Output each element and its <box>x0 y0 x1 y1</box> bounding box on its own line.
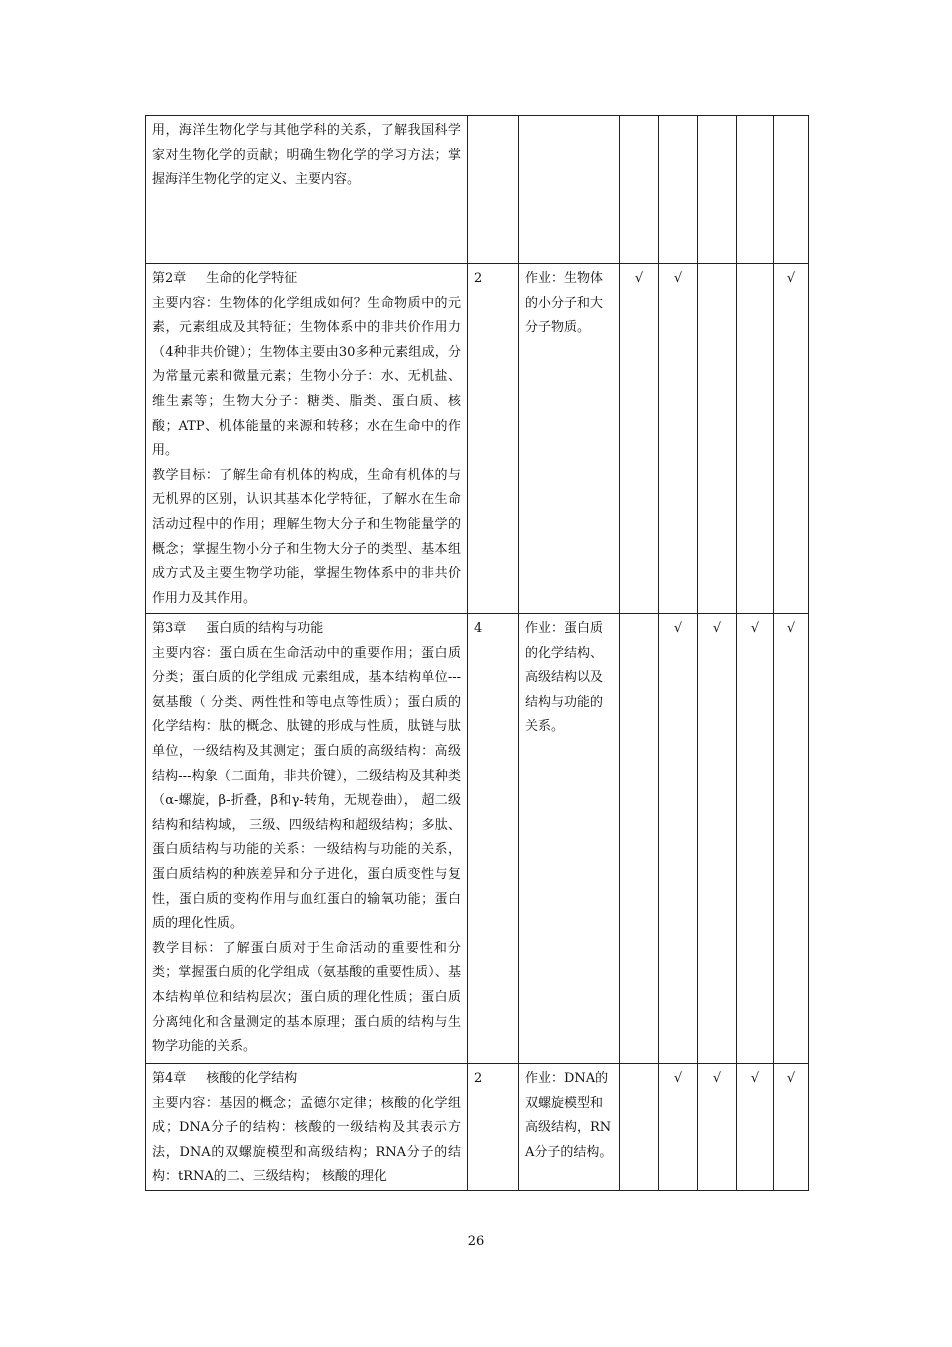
content-text: 主要内容：生物体的化学组成如何？生命物质中的元素，元素组成及其特征；生物体系中的非共价作用力（4种非共价键）；生物体主要由30多种元素组成，分为常量元素和微量元素；生物小分子：水、无机盐、维生素等；生物大分子：糖类、脂类、蛋白质、核酸；ATP、机体能量的来源和转移；水在生命中的作用。 <box>152 295 461 459</box>
mark-cell: √ <box>698 614 737 1064</box>
content-text: 主要内容：基因的概念；孟德尔定律；核酸的化学组成；DNA分子的结构：核酸的一级结构及其表示方法，DNA的双螺旋模型和高级结构；RNA分子的结构：tRNA的二、三级结构； 核酸的理化 <box>152 1095 461 1185</box>
table-row <box>146 614 809 1064</box>
mark-cell: √ <box>774 264 809 614</box>
mark-cell <box>659 116 698 264</box>
mark-cell <box>737 264 774 614</box>
hours-cell: 4 <box>468 614 519 1064</box>
mark-cell: √ <box>737 614 774 1064</box>
mark-cell: √ <box>659 264 698 614</box>
syllabus-table <box>145 115 809 1191</box>
content-text: 用，海洋生物化学与其他学科的关系，了解我国科学家对生物化学的贡献；明确生物化学的学习方法；掌握海洋生物化学的定义、主要内容。 <box>152 123 461 188</box>
mark-cell <box>698 264 737 614</box>
objectives-text: 教学目标：了解蛋白质对于生命活动的重要性和分类；掌握蛋白质的化学组成（氨基酸的重要性质）、基本结构单位和结构层次；蛋白质的理化性质；蛋白质分离纯化和含量测定的基本原理；蛋白质的结构与生物学功能的关系。 <box>152 940 461 1055</box>
mark-cell <box>620 614 659 1064</box>
chapter-heading: 第3章 蛋白质的结构与功能 <box>152 621 324 636</box>
mark-cell <box>698 116 737 264</box>
homework-cell: 作业：蛋白质的化学结构、高级结构以及结构与功能的关系。 <box>519 614 620 1064</box>
content-cell <box>146 614 468 1064</box>
objectives-text: 教学目标：了解生命有机体的构成，生命有机体的与无机界的区别，认识其基本化学特征，了解水在生命活动过程中的作用；理解生物大分子和生物能量学的概念；掌握生物小分子和生物大分子的类型、基本组成方式及主要生物学功能，掌握生物体系中的非共价作用力及其作用。 <box>152 467 461 606</box>
hours-cell: 2 <box>468 1064 519 1191</box>
homework-cell: 作业：生物体的小分子和大分子物质。 <box>519 264 620 614</box>
hours-cell <box>468 116 519 264</box>
mark-cell: √ <box>698 1064 737 1191</box>
content-text: 主要内容：蛋白质在生命活动中的重要作用；蛋白质分类；蛋白质的化学组成 元素组成，基本结构单位---氨基酸（ 分类、两性性和等电点等性质）；蛋白质的化学结构：肽的概念、肽键的形成与性质，肽链与肽单位，一级结构及其测定；蛋白质的高级结构：高级结构---构象（二面角，非共价键），二级结构及其种类（α-螺旋，β-折叠，β和γ-转角，无规卷曲）， 超二级结构和结构域， 三级、四级结构和超级结构；多肽、蛋白质结构与功能的关系：一级结构与功能的关系，蛋白质结构的种族差异和分子进化，蛋白质变性与复性，蛋白质的变构作用与血红蛋白的输氧功能；蛋白质的理化性质。 <box>152 645 461 932</box>
content-cell <box>146 264 468 614</box>
table-row <box>146 264 809 614</box>
content-cell <box>146 116 468 264</box>
mark-cell <box>620 1064 659 1191</box>
mark-cell: √ <box>737 1064 774 1191</box>
content-cell <box>146 1064 468 1191</box>
mark-cell: √ <box>659 614 698 1064</box>
mark-cell <box>737 116 774 264</box>
mark-cell: √ <box>774 614 809 1064</box>
table-row <box>146 116 809 264</box>
homework-cell <box>519 116 620 264</box>
mark-cell: √ <box>620 264 659 614</box>
mark-cell <box>620 116 659 264</box>
mark-cell <box>774 116 809 264</box>
mark-cell: √ <box>659 1064 698 1191</box>
chapter-heading: 第2章 生命的化学特征 <box>152 271 298 286</box>
chapter-heading: 第4章 核酸的化学结构 <box>152 1071 298 1086</box>
mark-cell: √ <box>774 1064 809 1191</box>
homework-cell: 作业：DNA的双螺旋模型和高级结构，RNA分子的结构。 <box>519 1064 620 1191</box>
page-number: 26 <box>467 1234 485 1249</box>
hours-cell: 2 <box>468 264 519 614</box>
table-row <box>146 1064 809 1191</box>
